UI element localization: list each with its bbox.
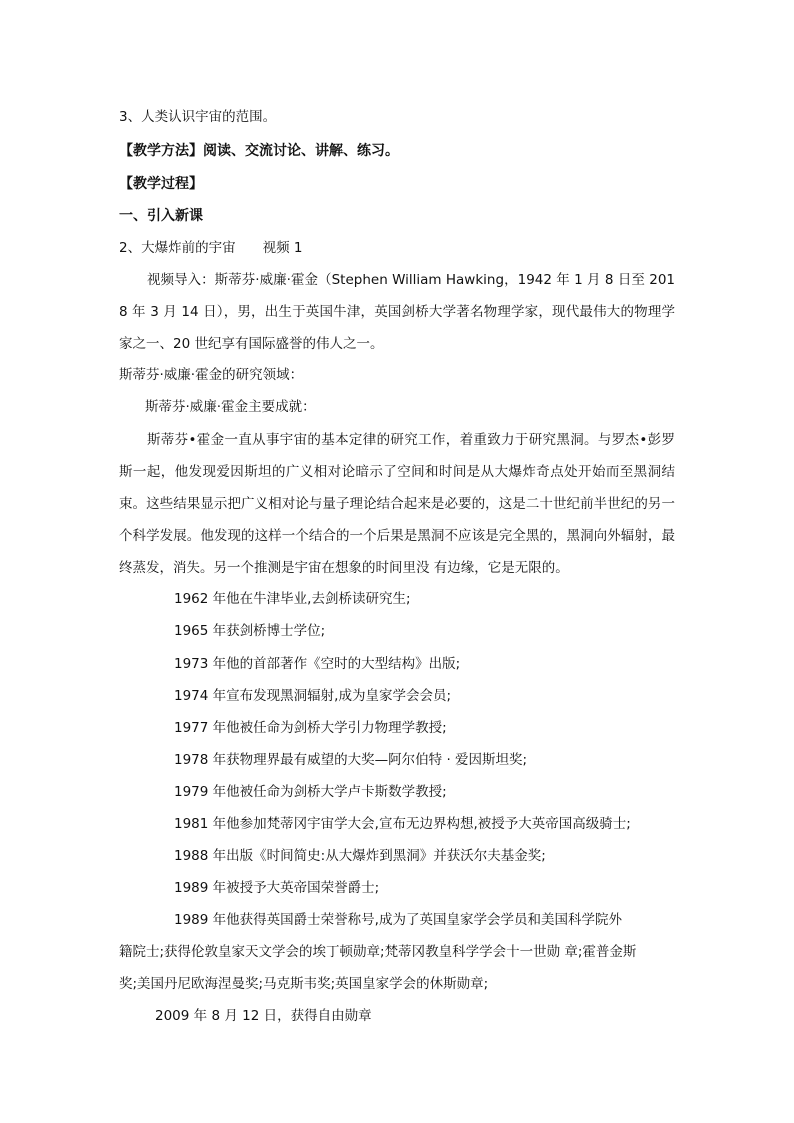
timeline-item: 1973 年他的首部著作《空时的大型结构》出版; bbox=[174, 656, 461, 672]
teaching-process-heading: 【教学过程】 bbox=[119, 176, 203, 192]
timeline-item: 1979 年他被任命为剑桥大学卢卡斯数学教授; bbox=[174, 784, 447, 800]
achievements-paragraph: 斯蒂芬•霍金一直从事宇宙的基本定律的研究工作，着重致力于研究黑洞。与罗杰•彭罗斯一起，他发现爱因斯坦的广义相对论暗示了空间和时间是从大爆炸奇点处开始而至黑洞结 束。这些结果显示把广义相对论与量子理论结合起来是必要的，这是二十世纪前半世纪的另一个科学发展。他发现的这样一个结合的一个后果是黑洞不应该是完全黑的，黑洞向外辐射，最终蒸发，消失。另一个推测是宇宙在想象的时间里没 有边缘，它是无限的。 bbox=[119, 432, 675, 576]
video-intro-paragraph: 视频导入：斯蒂芬·威廉·霍金（Stephen William Hawking，1942 年 1 月 8 日至 2018 年 3 月 14 日），男，出生于英国牛津，英国剑桥大学著名物理学家，现代最伟大的物理学家之一、20 世纪享有国际盛誉的伟人之一。 bbox=[119, 272, 675, 352]
section-introduce-new-lesson: 一、引入新课 bbox=[119, 208, 203, 224]
timeline-item: 1974 年宣布发现黑洞辐射,成为皇家学会会员; bbox=[174, 688, 451, 704]
freedom-medal-line: 2009 年 8 月 12 日，获得自由勋章 bbox=[155, 1008, 372, 1024]
timeline-item: 1977 年他被任命为剑桥大学引力物理学教授; bbox=[174, 720, 447, 736]
teaching-method: 【教学方法】阅读、交流讨论、讲解、练习。 bbox=[119, 143, 399, 159]
timeline-item: 1962 年他在牛津毕业,去剑桥读研究生; bbox=[174, 591, 411, 607]
timeline-item: 1989 年被授予大英帝国荣誉爵士; bbox=[174, 880, 380, 896]
achievements-heading: 斯蒂芬·威廉·霍金主要成就： bbox=[145, 399, 316, 415]
timeline-item: 1981 年他参加梵蒂冈宇宙学大会,宣布无边界构想,被授予大英帝国高级骑士; bbox=[174, 816, 631, 832]
goal-3: 3、人类认识宇宙的范围。 bbox=[119, 109, 277, 125]
research-field-heading: 斯蒂芬·威廉·霍金的研究领域： bbox=[119, 367, 304, 383]
item-before-big-bang: 2、大爆炸前的宇宙 视频 1 bbox=[119, 240, 303, 256]
honors-line: 籍院士;获得伦敦皇家天文学会的埃丁顿勋章;梵蒂冈教皇科学学会十一世勋 章;霍普金斯 bbox=[119, 944, 637, 960]
honors-line: 奖;美国丹尼欧海涅曼奖;马克斯韦奖;英国皇家学会的休斯勋章; bbox=[119, 976, 489, 992]
timeline-item: 1988 年出版《时间简史:从大爆炸到黑洞》并获沃尔夫基金奖; bbox=[174, 848, 546, 864]
timeline-item: 1978 年获物理界最有威望的大奖—阿尔伯特 · 爱因斯坦奖; bbox=[174, 752, 528, 768]
timeline-item: 1965 年获剑桥博士学位; bbox=[174, 623, 326, 639]
honors-line: 1989 年他获得英国爵士荣誉称号,成为了英国皇家学会学员和美国科学院外 bbox=[174, 912, 622, 928]
